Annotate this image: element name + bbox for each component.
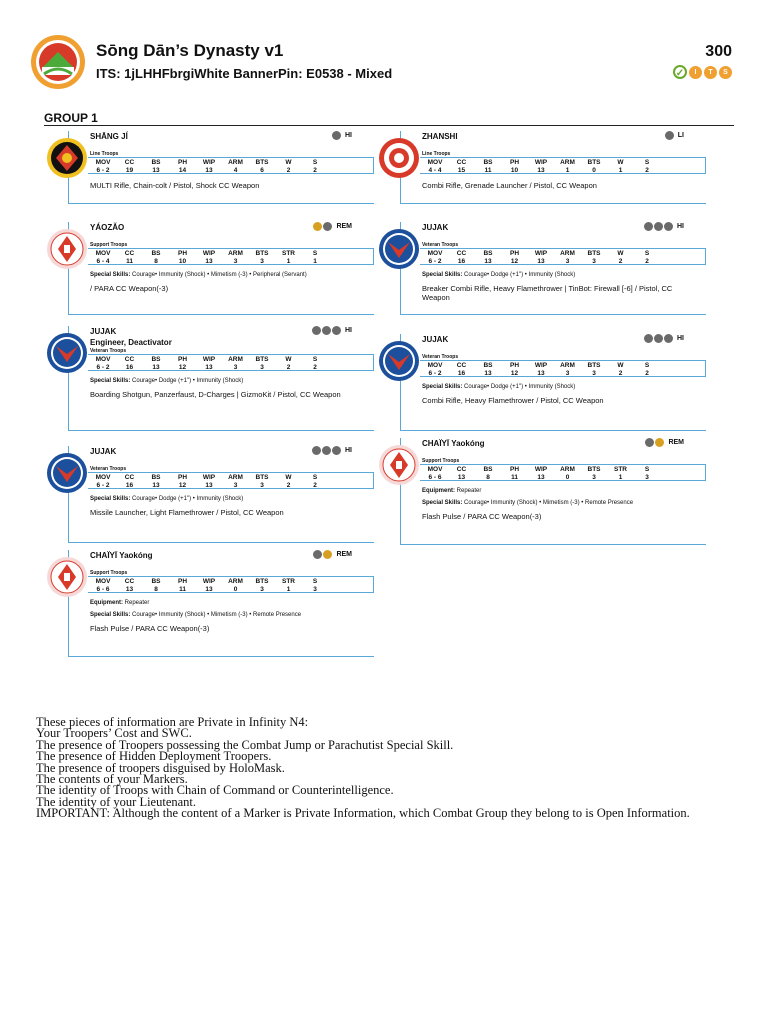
trooper-tag: HI — [677, 335, 684, 342]
order-icons — [313, 550, 352, 559]
trooper-card — [68, 131, 374, 203]
stat-label: MOV — [95, 578, 111, 585]
order-icon — [312, 446, 321, 455]
stat-block — [88, 354, 374, 371]
stat-label: STR — [282, 578, 295, 585]
stat-value: 3 — [565, 258, 570, 265]
stat-label: BTS — [587, 250, 601, 257]
stat-label: S — [644, 159, 650, 166]
stat-label: ARM — [560, 250, 575, 257]
trooper-tag: REM — [336, 223, 352, 230]
stat-value: 12 — [178, 364, 187, 371]
card-border — [68, 542, 374, 543]
stat-block — [88, 248, 374, 265]
points-total: 300 — [705, 43, 732, 60]
stat-label: S — [312, 159, 318, 166]
stat-value: 3 — [260, 482, 264, 489]
stat-value: 11 — [126, 258, 133, 265]
stat-value: 13 — [205, 167, 213, 174]
stat-label: BS — [151, 159, 161, 166]
stat-value: 13 — [205, 586, 213, 593]
stat-label: W — [617, 362, 624, 369]
order-icon — [313, 550, 322, 559]
stat-value: 13 — [537, 474, 545, 481]
stat-value: 2 — [286, 364, 291, 371]
stat-value: 1 — [286, 586, 291, 593]
stat-label: WIP — [202, 356, 216, 363]
trooper-card — [68, 222, 374, 314]
trooper-card — [400, 222, 706, 314]
stat-value: 3 — [592, 258, 596, 265]
order-icon — [322, 446, 331, 455]
stat-value: 4 — [233, 167, 238, 174]
troop-type: Support Troops — [422, 458, 460, 464]
stat-label: BS — [151, 578, 161, 585]
stat-label: BS — [151, 356, 161, 363]
stat-value: 13 — [457, 474, 466, 481]
stat-block — [88, 472, 374, 489]
stat-value: 3 — [233, 364, 238, 371]
stat-label: CC — [124, 159, 135, 166]
army-list-title: Sōng Dān’s Dynasty v1 — [96, 41, 284, 60]
stat-label: MOV — [95, 159, 111, 166]
order-icons — [332, 131, 352, 140]
stat-label: W — [285, 474, 292, 481]
special-skills: Special Skills: Courage• Immunity (Shock) • Mimetism (-3) • Peripheral (Servant) — [90, 272, 307, 278]
order-icon — [332, 131, 341, 140]
stat-label: PH — [177, 356, 188, 363]
stat-value: 1 — [313, 258, 317, 265]
card-border — [400, 203, 706, 204]
stat-label: BS — [483, 466, 493, 473]
order-icon — [654, 334, 663, 343]
stat-value: 16 — [457, 370, 466, 377]
troop-type: Veteran Troops — [422, 242, 459, 248]
unit-emblem-icon — [378, 228, 420, 270]
stat-label: CC — [456, 466, 467, 473]
stat-label: CC — [124, 250, 135, 257]
equipment: Equipment: Repeater — [90, 600, 150, 606]
troop-type: Veteran Troops — [90, 466, 127, 472]
trooper-name: SHĀNG JÍ — [90, 132, 128, 141]
stat-value: 3 — [233, 258, 238, 265]
special-skills: Special Skills: Courage• Dodge (+1") • Immunity (Shock) — [422, 384, 576, 390]
troop-type: Veteran Troops — [422, 354, 459, 360]
stat-label: ARM — [228, 159, 243, 166]
stat-value: 11 — [511, 474, 518, 481]
stat-label: S — [644, 466, 650, 473]
stat-label: WIP — [534, 250, 548, 257]
info-line: The contents of your Markers. — [36, 772, 188, 787]
stat-value: 10 — [178, 258, 187, 265]
stat-value: 2 — [618, 370, 623, 377]
stat-label: BS — [483, 362, 493, 369]
stat-value: 13 — [205, 258, 213, 265]
stat-label: PH — [509, 466, 520, 473]
trooper-tag: HI — [345, 327, 352, 334]
weapons: Breaker Combi Rifle, Heavy Flamethrower | TinBot: Firewall [-6] / Pistol, CC Weapon — [422, 284, 673, 302]
stat-value: 3 — [645, 474, 649, 481]
stat-value: 2 — [286, 482, 291, 489]
stat-value: 13 — [537, 167, 545, 174]
stat-label: S — [644, 362, 650, 369]
stat-label: WIP — [202, 474, 216, 481]
stat-block — [88, 576, 374, 593]
stat-label: MOV — [95, 250, 111, 257]
stat-value: 2 — [645, 370, 649, 377]
stat-label: PH — [177, 474, 188, 481]
stat-value: 11 — [179, 586, 186, 593]
info-line: The identity of Troops with Chain of Command or Counterintelligence. — [36, 783, 394, 798]
stat-label: WIP — [202, 250, 216, 257]
stat-label: BS — [151, 250, 161, 257]
stat-label: BTS — [255, 250, 269, 257]
info-line: These pieces of information are Private in Infinity N4: — [36, 715, 309, 729]
stat-value: 2 — [313, 364, 317, 371]
stat-label: PH — [509, 159, 520, 166]
stat-block — [420, 248, 706, 265]
trooper-name: ZHANSHI — [422, 132, 458, 141]
stat-label: BS — [151, 474, 161, 481]
unit-emblem-icon — [46, 137, 88, 179]
troop-type: Support Troops — [90, 242, 128, 248]
stat-label: PH — [177, 250, 188, 257]
card-border — [68, 203, 374, 204]
stat-label: BTS — [255, 578, 269, 585]
stat-value: 1 — [286, 258, 291, 265]
stat-label: WIP — [202, 159, 216, 166]
its-badges — [673, 65, 732, 79]
stat-label: ARM — [560, 159, 575, 166]
stat-block — [420, 157, 706, 174]
stat-label: PH — [509, 250, 520, 257]
stat-value: 16 — [125, 482, 134, 489]
stat-label: ARM — [228, 578, 243, 585]
stat-value: 6 - 2 — [96, 364, 110, 371]
trooper-card — [68, 326, 374, 430]
card-border — [400, 544, 706, 545]
info-line: The presence of Troopers possessing the Combat Jump or Parachutist Special Skill. — [36, 737, 454, 752]
order-icons — [665, 131, 684, 140]
card-border — [400, 314, 706, 315]
stat-label: ARM — [228, 250, 243, 257]
stat-value: 6 - 2 — [96, 167, 110, 174]
stat-label: STR — [282, 250, 295, 257]
stat-value: 2 — [286, 167, 291, 174]
unit-emblem-icon — [46, 228, 88, 270]
stat-label: S — [644, 250, 650, 257]
order-icon — [323, 222, 332, 231]
stat-label: BTS — [587, 362, 601, 369]
card-border — [68, 430, 374, 431]
stat-label: BS — [483, 159, 493, 166]
stat-value: 2 — [618, 258, 623, 265]
stat-value: 11 — [484, 167, 492, 174]
order-icons — [313, 222, 352, 231]
stat-label: WIP — [534, 159, 548, 166]
stat-value: 12 — [510, 370, 519, 377]
info-line: The presence of Hidden Deployment Troopers. — [36, 749, 272, 764]
stat-value: 13 — [484, 370, 492, 377]
stat-value: 2 — [313, 482, 317, 489]
unit-emblem-icon — [46, 556, 88, 598]
stat-block — [420, 360, 706, 377]
unit-emblem-icon — [46, 332, 88, 374]
stat-value: 6 - 2 — [428, 258, 442, 265]
stat-label: CC — [456, 250, 467, 257]
troop-type: Veteran Troops — [90, 348, 127, 354]
stat-label: ARM — [560, 362, 575, 369]
stat-value: 13 — [205, 482, 213, 489]
stat-value: 1 — [618, 474, 623, 481]
unit-emblem-icon — [378, 444, 420, 486]
trooper-tag: REM — [336, 551, 352, 558]
stat-label: CC — [124, 578, 135, 585]
list-header — [30, 34, 735, 94]
trooper-name: JUJAK — [422, 335, 449, 344]
stat-value: 6 — [260, 167, 264, 174]
stat-label: CC — [456, 362, 467, 369]
order-icon — [665, 131, 674, 140]
special-skills: Special Skills: Courage• Immunity (Shock) • Mimetism (-3) • Remote Presence — [90, 612, 302, 618]
info-line: IMPORTANT: Although the content of a Marker is Private Information, which Combat Group they belong to is Open Information. — [36, 806, 690, 821]
stat-label: CC — [124, 474, 135, 481]
stat-label: BTS — [255, 356, 269, 363]
trooper-name: YÁOZĂO — [90, 223, 125, 232]
order-icons — [645, 438, 684, 447]
check-icon: ✓ — [673, 65, 687, 79]
order-icon — [332, 326, 341, 335]
stat-value: 6 - 2 — [428, 370, 442, 377]
unit-emblem-icon — [378, 340, 420, 382]
stat-label: WIP — [534, 362, 548, 369]
stat-value: 8 — [154, 258, 158, 265]
order-icon — [645, 438, 654, 447]
troop-type: Line Troops — [90, 151, 119, 157]
stat-label: BS — [483, 250, 493, 257]
stat-value: 14 — [178, 167, 187, 174]
card-border — [68, 314, 374, 315]
stat-value: 1 — [618, 167, 623, 174]
stat-value: 16 — [457, 258, 466, 265]
weapons: Boarding Shotgun, Panzerfaust, D-Charges | GizmoKit / Pistol, CC Weapon — [90, 390, 341, 399]
trooper-name: CHAÏYÏ Yaokóng — [422, 439, 485, 448]
trooper-tag: HI — [345, 447, 352, 454]
stat-label: ARM — [560, 466, 575, 473]
stat-label: W — [285, 159, 292, 166]
group-title: GROUP 1 — [44, 111, 98, 125]
stat-value: 3 — [260, 586, 264, 593]
order-icon — [654, 222, 663, 231]
stat-label: MOV — [427, 250, 443, 257]
unit-emblem-icon — [46, 452, 88, 494]
stat-label: CC — [456, 159, 467, 166]
order-icon — [332, 446, 341, 455]
info-line: The identity of your Lieutenant. — [36, 794, 197, 809]
stat-value: 10 — [510, 167, 519, 174]
card-border — [400, 430, 706, 431]
stat-label: STR — [614, 466, 627, 473]
stat-value: 13 — [125, 586, 134, 593]
stat-value: 13 — [537, 370, 545, 377]
special-skills: Special Skills: Courage• Immunity (Shock) • Mimetism (-3) • Remote Presence — [422, 500, 634, 506]
order-icon — [655, 438, 664, 447]
special-skills: Special Skills: Courage• Dodge (+1") • Immunity (Shock) — [90, 378, 244, 384]
stat-label: PH — [177, 159, 188, 166]
trooper-name: JUJAK — [90, 447, 117, 456]
trooper-tag: HI — [677, 223, 684, 230]
stat-value: 6 - 2 — [96, 482, 110, 489]
private-info-notice — [36, 717, 736, 820]
stat-label: MOV — [95, 474, 111, 481]
stat-label: ARM — [228, 356, 243, 363]
stat-value: 13 — [205, 364, 213, 371]
order-icon — [664, 222, 673, 231]
its-badge-t: T — [704, 66, 717, 79]
stat-value: 13 — [152, 482, 160, 489]
stat-value: 4 - 4 — [428, 167, 442, 174]
its-code: ITS: 1jLHHFbrgiWhite BannerPin: E0538 - Mixed — [96, 66, 393, 81]
card-border — [68, 656, 374, 657]
troop-type: Support Troops — [90, 570, 128, 576]
stat-value: 3 — [260, 364, 264, 371]
stat-label: BTS — [587, 466, 601, 473]
its-badge-s: S — [719, 66, 732, 79]
stat-value: 12 — [178, 482, 187, 489]
weapons: Flash Pulse / PARA CC Weapon(-3) — [90, 624, 210, 633]
stat-label: WIP — [534, 466, 548, 473]
weapons: Combi Rifle, Grenade Launcher / Pistol, CC Weapon — [422, 181, 597, 190]
stat-value: 2 — [313, 167, 317, 174]
stat-label: S — [312, 356, 318, 363]
stat-value: 1 — [565, 167, 570, 174]
stat-label: W — [285, 356, 292, 363]
trooper-card — [68, 550, 374, 656]
stat-label: MOV — [427, 362, 443, 369]
stat-label: S — [312, 250, 318, 257]
stat-label: ARM — [228, 474, 243, 481]
its-badge-i: I — [689, 66, 702, 79]
trooper-card — [68, 446, 374, 542]
stat-value: 2 — [645, 167, 649, 174]
stat-label: BTS — [255, 159, 269, 166]
trooper-card — [400, 131, 706, 203]
stat-value: 3 — [592, 370, 596, 377]
order-icon — [313, 222, 322, 231]
stat-label: W — [617, 250, 624, 257]
trooper-card — [400, 334, 706, 430]
stat-label: BTS — [587, 159, 601, 166]
order-icon — [644, 222, 653, 231]
order-icon — [644, 334, 653, 343]
stat-value: 3 — [592, 474, 596, 481]
unit-emblem-icon — [378, 137, 420, 179]
stat-value: 6 - 6 — [96, 586, 110, 593]
stat-value: 13 — [537, 258, 545, 265]
order-icons — [312, 446, 352, 455]
trooper-name: JUJAK — [90, 327, 117, 336]
trooper-tag: REM — [668, 439, 684, 446]
stat-value: 13 — [152, 364, 160, 371]
stat-block — [88, 157, 374, 174]
trooper-tag: HI — [345, 132, 352, 139]
stat-value: 3 — [260, 258, 264, 265]
stat-value: 6 - 6 — [428, 474, 442, 481]
stat-label: WIP — [202, 578, 216, 585]
stat-value: 13 — [484, 258, 492, 265]
stat-value: 2 — [645, 258, 649, 265]
stat-value: 8 — [486, 474, 490, 481]
order-icon — [312, 326, 321, 335]
info-line: Your Troopers’ Cost and SWC. — [36, 726, 192, 741]
stat-value: 3 — [233, 482, 238, 489]
group-divider — [44, 125, 734, 126]
stat-value: 3 — [565, 370, 570, 377]
stat-label: W — [617, 159, 624, 166]
trooper-tag: LI — [677, 132, 684, 139]
faction-logo-icon — [30, 34, 86, 90]
stat-label: PH — [509, 362, 520, 369]
order-icon — [664, 334, 673, 343]
order-icon — [322, 326, 331, 335]
stat-value: 0 — [565, 474, 570, 481]
weapons: Combi Rifle, Heavy Flamethrower / Pistol, CC Weapon — [422, 396, 604, 405]
stat-label: MOV — [427, 159, 443, 166]
stat-block — [420, 464, 706, 481]
order-icons — [644, 334, 684, 343]
stat-value: 13 — [152, 167, 160, 174]
trooper-name: CHAÏYÏ Yaokóng — [90, 551, 153, 560]
stat-value: 0 — [233, 586, 238, 593]
stat-value: 16 — [125, 364, 134, 371]
weapons: Flash Pulse / PARA CC Weapon(-3) — [422, 512, 542, 521]
troop-type: Line Troops — [422, 151, 451, 157]
trooper-card — [400, 438, 706, 544]
equipment: Equipment: Repeater — [422, 488, 482, 494]
stat-label: PH — [177, 578, 188, 585]
stat-value: 6 - 4 — [96, 258, 110, 265]
stat-value: 8 — [154, 586, 158, 593]
weapons: Missile Launcher, Light Flamethrower / Pistol, CC Weapon — [90, 508, 284, 517]
order-icon — [323, 550, 332, 559]
stat-value: 15 — [457, 167, 466, 174]
stat-label: BTS — [255, 474, 269, 481]
stat-label: MOV — [95, 356, 111, 363]
weapons: MULTI Rifle, Chain-colt / Pistol, Shock CC Weapon — [90, 181, 260, 190]
trooper-name: JUJAK — [422, 223, 449, 232]
stat-label: CC — [124, 356, 135, 363]
stat-label: MOV — [427, 466, 443, 473]
special-skills: Special Skills: Courage• Dodge (+1") • Immunity (Shock) — [90, 496, 244, 502]
order-icons — [312, 326, 352, 335]
stat-value: 3 — [313, 586, 317, 593]
stat-value: 12 — [510, 258, 519, 265]
special-skills: Special Skills: Courage• Dodge (+1") • Immunity (Shock) — [422, 272, 576, 278]
stat-value: 0 — [592, 167, 596, 174]
weapons: / PARA CC Weapon(-3) — [90, 284, 169, 293]
order-icons — [644, 222, 684, 231]
stat-label: S — [312, 578, 318, 585]
trooper-profile: Engineer, Deactivator — [90, 338, 172, 347]
info-line: The presence of troopers disguised by HoloMask. — [36, 760, 285, 775]
stat-value: 19 — [125, 167, 134, 174]
stat-label: S — [312, 474, 318, 481]
